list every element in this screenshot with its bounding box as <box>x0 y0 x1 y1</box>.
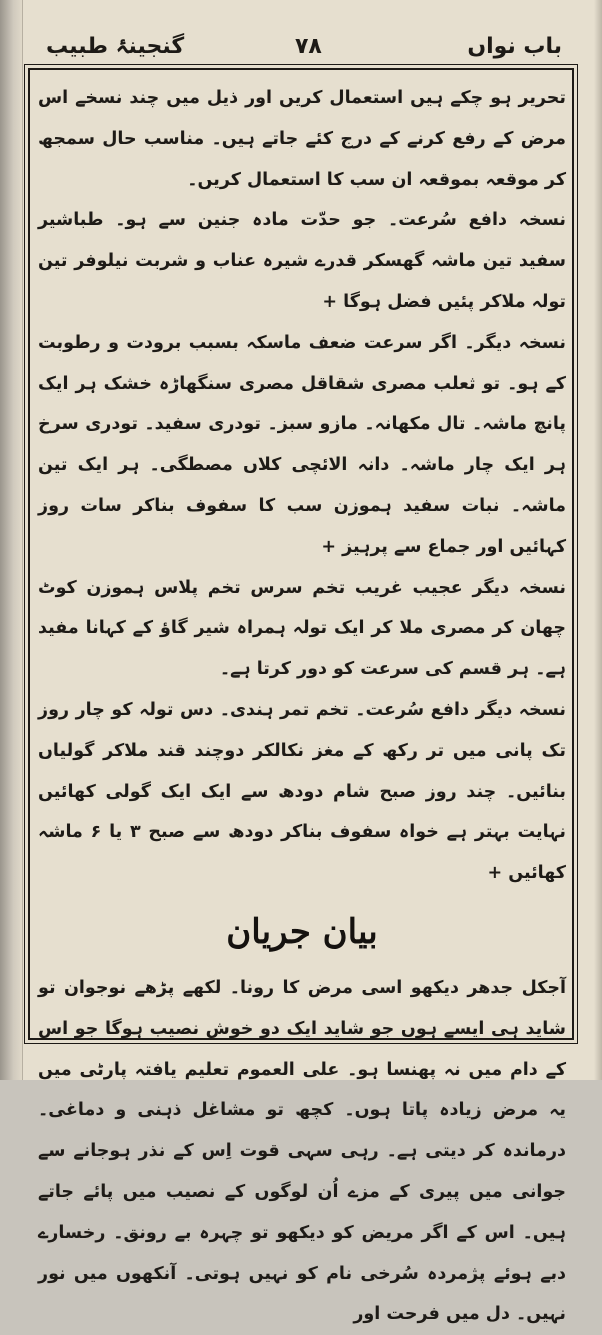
page-edge <box>594 0 602 1080</box>
book-spine <box>0 0 23 1080</box>
section-heading: بیان جریان <box>226 911 378 952</box>
paragraph-2: نسخہ دافع سُرعت۔ جو حدّت مادہ جنین سے ہو۔ طباشیر سفید تین ماشہ گھسکر قدرے شیرہ عناب و شربت نیلوفر تین تولہ ملاکر پئیں فضل ہوگا + <box>38 210 566 312</box>
page-body <box>38 78 567 1325</box>
chapter-label: باب نواں <box>467 34 562 59</box>
page-header <box>40 28 572 68</box>
paragraph-4: نسخہ دیگر عجیب غریب تخم سرس تخم پلاس ہموزن کوٹ چھان کر مصری ملا کر ایک تولہ ہمراہ شیر گاؤ کے کہانا مفید ہے۔ ہر قسم کی سرعت کو دور کرتا ہے۔ <box>38 577 566 680</box>
page-number: ۷۸ <box>295 34 322 59</box>
book-title: گنجینۂ طبیب <box>46 34 185 59</box>
paragraph-1: تحریر ہو چکے ہیں استعمال کریں اور ذیل میں چند نسخے اس مرض کے رفع کرنے کے درج کئے جاتے ہیں۔ مناسب حال سمجھ کر موقعہ بموقعہ ان سب کا استعمال کریں۔ <box>38 88 566 190</box>
paragraph-5: نسخہ دیگر دافع سُرعت۔ تخم تمر ہندی۔ دس تولہ کو چار روز تک پانی میں تر رکھ کے مغز نکالکر دوچند قند ملاکر گولیاں بنائیں۔ چند روز صبح شام دودھ سے ایک ایک گولی کھائیں نہایت بہتر ہے خواہ سفوف بناکر دودھ سے صبح ۳ یا ۶ ماشہ کھائیں + <box>38 699 567 884</box>
paragraph-3: نسخہ دیگر۔ اگر سرعت ضعف ماسکہ بسبب برودت و رطوبت کے ہو۔ تو ثعلب مصری شقاقل مصری سنگھاڑہ خشک ہر ایک پانچ ماشہ۔ تال مکھانہ۔ مازو سبز۔ تودری سفید۔ تودری سرخ ہر ایک چار ماشہ۔ دانہ الائچی کلاں مصطگی۔ ہر ایک تین ماشہ۔ نبات سفید ہموزن سب کا سفوف بناکر سات روز کہائیں اور جماع سے پرہیز + <box>38 332 566 557</box>
section-paragraph: آجکل جدھر دیکھو اسی مرض کا رونا۔ لکھے پڑھے نوجوان تو شاید ہی ایسے ہوں جو شاید ایک دو خوش نصیب ہوگا جو اس کے دام میں نہ پھنسا ہو۔ علی العموم تعلیم یافتہ پارٹی میں یہ مرض زیادہ پاتا ہوں۔ کچھ تو مشاغل ذہنی و دماغی۔ درماندہ کر دیتی ہے۔ رہی سہی قوت اِس کے نذر ہوجانے سے جوانی میں پیری کے مزے اُن لوگوں کے نصیب میں پائے جاتے ہیں۔ اس کے اگر مریض کو دیکھو تو چہرہ بے رونق۔ رخسارے دبے ہوئے پژمردہ سُرخی نام کو نہیں ہوتی۔ آنکھوں میں نور نہیں۔ دل میں فرحت اور <box>38 977 566 1325</box>
